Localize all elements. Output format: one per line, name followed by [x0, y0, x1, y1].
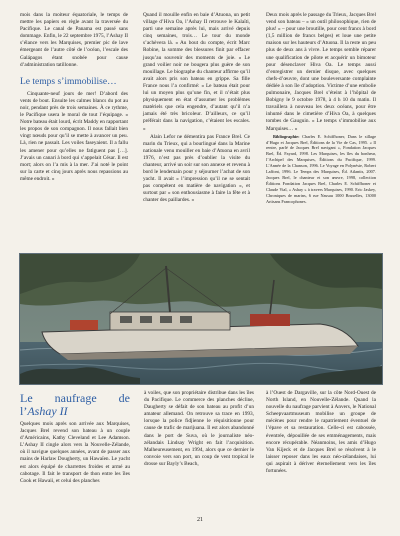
column-2	[143, 12, 250, 206]
page-number: 21	[197, 517, 203, 523]
col2-paragraph-1: Quand il mouille enfin en baie d’Atuona, un petit village d’Hiva Oa, l’Ashay II retrouve le Kalaïti, parti une semaine après lui, mais arrivé depuis cinq semaines, trois… Le tour du monde s’achèvera là. « Au bout du compte, écrit Marc Robine, la somme des blessures finit par effacer jusqu’au souvenir des moments de joie. » Le grand voilier noir ne bougera plus guère de son mouillage. Le biographe du chanteur affirme qu’il avait alors pris son bateau en grippe. Sa fille France nous l’a confirmé: « Le bateau était pour lui un moyen plus qu’une fin, et il n’était plus physiquement en état d’assumer les problèmes matériels que cela engendre, d’autant qu’il n’a jamais été très bricoleur. D’ailleurs, ce qu’il préférait dans la navigation, c’étaient les escales. »	[143, 12, 250, 132]
bibliography-label: Bibliographie:	[273, 133, 300, 139]
bibliography-text: Charles E. Schiffhoner, Dans le sillage d’Hugo et Jacques Brel, Éditions de la Vie de Cas, 1995. « Il rentre, parlé de Jacques Brel navigant », Fondation Jacques Brel, Éd. Fayard, 1998. Les Marquises, les îles du bonheur, l’Archipel des Marquises, Éditions du Pacifique, 1999. L’Année de la Chanson, 1996. Le Voyage en Polynésie, Robert Laffont, 1996. Le Temps des Marquises, Éd. Atlantis, 2007. Jacques Brel, le chanteur et son œuvre, 1998, collection Éditions Fondation Jacques Brel, Charles E. Schiffhoner et Claude Vial, « Ashay » à travers Marquises, 1990. Eric Jaskey, Chroniques de marins, 6 rue Nassau 1000 Bruxelles, 13000 Artisans Francophones.	[266, 133, 377, 204]
article-title-italic: Ashay II	[27, 404, 68, 418]
col1-paragraph-2: Cinquante-neuf jours de mer! D’abord des vents de bout. Ensuite les calmes blancs du pot au noir, pendant près de trois semaines. À ce rythme, le Pacifique usera le moral de tout l’équipage. « Notre bateau était lourd, écrit Maddy en rapportant les propos de son compagnon. Il nous fallait bien vingt nœuds pour qu’il se mette à avancer un peu. Là, rien ne passait. Les voiles faseyaient. Il a fallu les amener pour qu’elles ne fatiguent pas […]. J’avais un canari à bord qui s’appelait César. Il est mort; alors on l’a mis à la mer. J’ai noté le point sur la carte et cinq jours après nous repassions au même endroit. »	[20, 90, 128, 182]
shipwreck-photo	[19, 253, 383, 385]
bottom-column-3	[266, 390, 376, 476]
article-title	[20, 392, 130, 418]
col2-paragraph-2: Alain Lefor ne démentira pas France Brel. Ce marin du Trieux, qui a bourlingué dans la Marine nationale venu mouiller en baie d’Atuona en avril 1976, n’est pas près d’oublier la visite du chanteur, arrivé un soir sur son annexe et revenu à bord le lendemain pour y séjourner l’achat de son yacht. Il avait « l’impression qu’il ne se sentait pas compétent en matière de navigation », et surtout par « son enthousiasme à faire la fête et à chanter des paillardes. »	[143, 133, 250, 204]
col1-paragraph-1: mois dans la moiteur équatoriale, le temps de mettre les papiers en règle avant la traversée du Pacifique. Le canal de Panama est passé sans dommage. Enfin, le 22 septembre 1975, l’Ashay II s’élance vers les Marquises, premier pic de lave émergeant de l’autre côté de l’océan, l’escale des Galápagos étant snobée pour cause d’administration tatillonne.	[20, 12, 128, 68]
column-3	[266, 12, 376, 205]
column-1	[20, 12, 128, 184]
col3-paragraph-1: Deux mois après le passage du Trieux, Jacques Brel vend son bateau – « un outil philosophique, rien de plus! » – pour une broutille, pour cent francs à bord (1,5 million de francs belges) et loue une petite maison sur les hauteurs d’Atuona. Il la reste un peu plus de deux ans à vivre. Le temps semble réparer une qualification de pilote et acquérir un bimoteur pour désenclaver Hiva Oa. Le temps aussi d’enregistrer un dernier disque, avec quelques chefs-d’œuvre, dont une bouleversante complainte dédiée à son île d’adoption. Victime d’une embolie pulmonaire, Jacques Brel s’éteint à l’hôpital de Bobigny le 9 octobre 1978, à 4 h 10 du matin. Il travaillera à nouveau les deux océans, pour être inhumé dans le cimetière d’Hiva Oa, à quelques tombes de Gauguin. « Le temps s’immobilise aux Marquises… »	[266, 12, 376, 132]
bibliography	[266, 134, 376, 205]
article-title-prefix: Le naufrage de l’	[20, 391, 130, 418]
bottom-paragraph-1: Quelques mois après son arrivée aux Marquises, Jacques Brel revend son bateau à un couple d’Américains, Kathy Cleveland et Lee Adamson. L’Ashay II cingle alors vers la Nouvelle-Zélande, où il navigue quelques années, avant de passer aux mains de Harlaw Dougherty, un Hawaïen. Le yacht est alors équipé de charrettes froides et armé au cabotage. Il fait le transport de thon entre les îles Cook et Hawaii, et celui des planches	[20, 421, 130, 484]
shipwreck-illustration	[20, 254, 382, 384]
bottom-paragraph-2: à voiles, que son propriétaire distribue dans les îles du Pacifique. Le commerce des planches décline, Daugherty se défait de son bateau au profit d’un amateur allemand. On retrouve sa trace en 1993, lorsque la police fidjienne le réquisitionne pour cause de trafic de marijuana. Il est alors abandonné dans le port de Suva, où le journaliste néo-zélandais Lindsay Wright en fait l’acquisition. Malheureusement, en 1994, alors que ce dernier le convoie vers son port, un coup de vent tropical le drosse sur Bayly’s Beach,	[144, 390, 254, 467]
bottom-column-1	[20, 390, 130, 486]
bottom-paragraph-3: à l’Ouest de Dargaville, sur la côte Nord-Ouest de North Island, en Nouvelle-Zélande. Quand la nouvelle du naufrage parvient à Anvers, le National Scheepvaartmuseum mobilise un groupe de mécènes pour rendre le rapatriement éventuel de l’épave et sa restauration. Celle-ci est cabossée, éventrée, dépouillée de ses emménagements, mais encore récupérable. Néanmoins, les amis d’Hugo Van Kijeck et de Jacques Brel se résolvent à le laisser reposer dans les eaux néo-zélandaises, lui qui aspirait à dériver éternellement vers les îles fortunées.	[266, 390, 376, 475]
bottom-column-2	[144, 390, 254, 469]
section-heading: Le temps s’immobilise…	[20, 76, 117, 87]
